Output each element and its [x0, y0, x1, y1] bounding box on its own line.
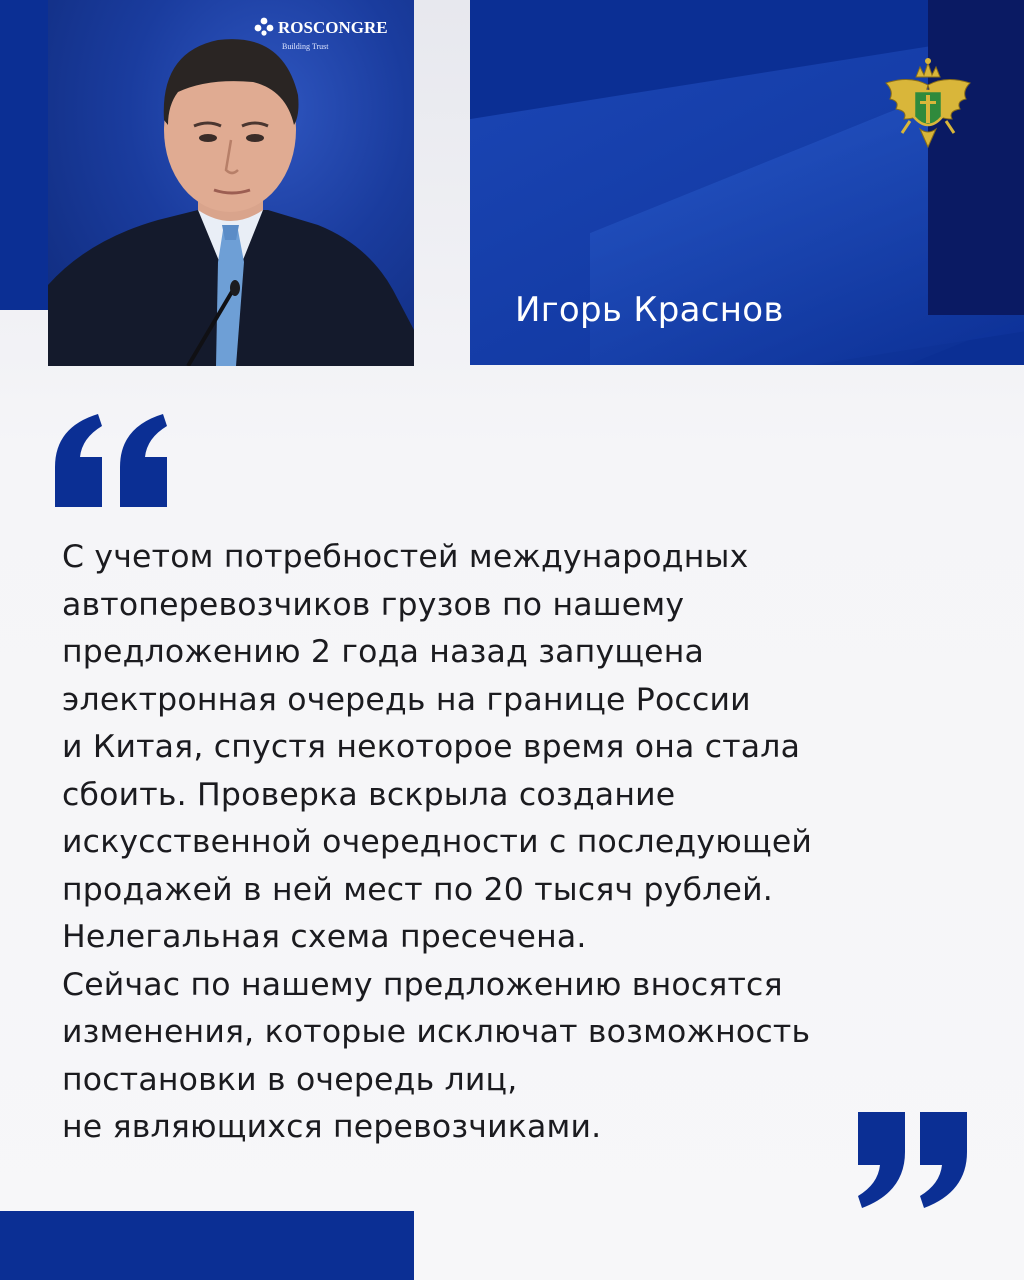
quote-line: электронная очередь на границе России: [62, 681, 751, 718]
left-accent-band: [0, 0, 48, 310]
quote-line: Сейчас по нашему предложению вносятся: [62, 966, 783, 1003]
quote-line: изменения, которые исключат возможность: [62, 1014, 811, 1050]
open-quote-icon: [50, 412, 175, 512]
quote-line: постановки в очередь лиц,: [62, 1061, 518, 1098]
banner-title: ROSCONGRE: [278, 18, 388, 37]
roscongress-logo-icon: [253, 15, 275, 37]
quote-text: [62, 534, 1002, 1152]
speaker-photo: [48, 0, 414, 366]
dark-accent-strip: [928, 0, 1024, 315]
banner-subtitle: Building Trust: [282, 42, 329, 51]
quote-line: и Китая, спустя некоторое время она стала: [62, 729, 801, 765]
quote-line: предложению 2 года назад запущена: [62, 634, 705, 670]
quote-line: сбоить. Проверка вскрыла создание: [62, 776, 676, 813]
quote-line: не являющихся перевозчиками.: [62, 1109, 602, 1145]
prosecutor-emblem-icon: [880, 55, 976, 155]
quote-line: искусственной очередности с последующей: [62, 824, 813, 860]
speaker-name: Игорь Краснов: [515, 290, 784, 330]
bottom-accent-bar: [0, 1211, 414, 1280]
quote-line: Нелегальная схема пресечена.: [62, 919, 587, 955]
quote-line: С учетом потребностей международных: [62, 539, 749, 575]
close-quote-icon: [850, 1110, 975, 1210]
quote-line: автоперевозчиков грузов по нашему: [62, 586, 685, 623]
speaker-portrait-illustration: [48, 0, 414, 366]
quote-line: продажей в ней мест по 20 тысяч рублей.: [62, 871, 773, 908]
